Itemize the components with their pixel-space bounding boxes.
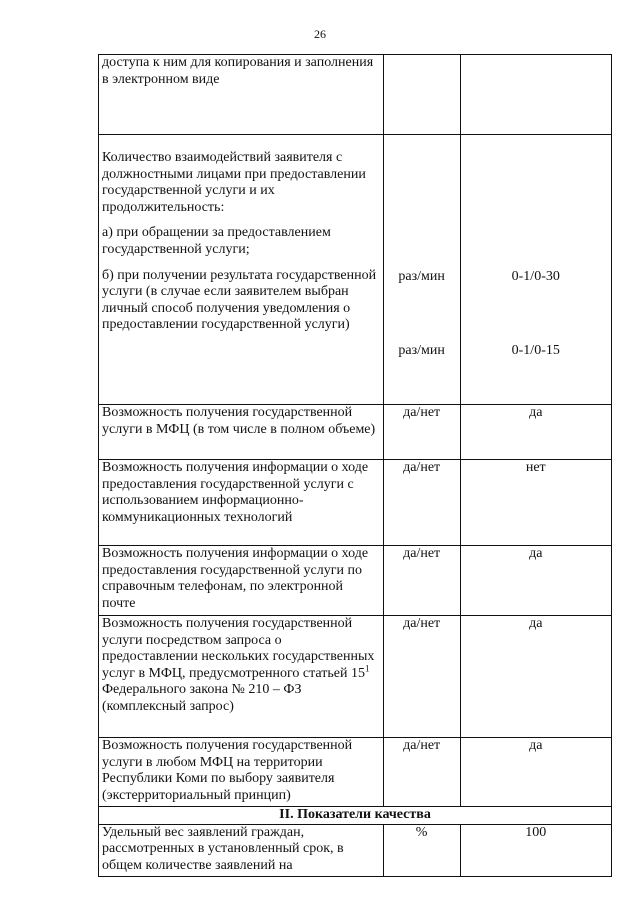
- footnote-mark: 1: [364, 663, 370, 674]
- value-a: 0-1/0-30: [511, 269, 560, 284]
- unit-cell: [383, 135, 460, 405]
- indicator-text: доступа к ним для копирования и заполнения в электронном виде: [102, 55, 374, 87]
- value-cell: [460, 135, 612, 405]
- indicator-text: Возможность получения государственной услуги посредством запроса о предоставлении нескольких государственных услуг в МФЦ, предусмотренного статьей 15: [102, 616, 375, 681]
- indicator-subitem-a: а) при обращении за предоставлением государственной услуги;: [102, 225, 331, 257]
- unit-cell: да/нет: [383, 546, 460, 616]
- value-cell: да: [460, 405, 612, 460]
- table-row: [99, 616, 612, 738]
- table-row: [99, 738, 612, 807]
- page-number: 26: [314, 27, 326, 41]
- indicator-cell: Удельный вес заявлений граждан, рассмотренных в установленный срок, в общем количестве заявлений на: [99, 824, 384, 876]
- section-title: II. Показатели качества: [99, 807, 612, 825]
- indicator-subitem-b: б) при получении результата государственной услуги (в случае если заявителем выбран личный способ получения уведомления о предоставлении государственной услуги): [102, 267, 377, 333]
- unit-cell: да/нет: [383, 405, 460, 460]
- unit-cell: %: [383, 824, 460, 876]
- indicator-cell: [99, 135, 384, 405]
- indicator-cell: Возможность получения государственной услуги в МФЦ (в том числе в полном объеме): [99, 405, 384, 460]
- value-cell: да: [460, 738, 612, 807]
- table-row: [99, 460, 612, 546]
- value-cell: нет: [460, 460, 612, 546]
- indicator-text-cont: Федерального закона № 210 – ФЗ (комплексный запрос): [102, 682, 302, 714]
- unit-b: раз/мин: [398, 342, 445, 358]
- table-row: [99, 135, 612, 405]
- unit-a: раз/мин: [398, 269, 445, 284]
- unit-cell: да/нет: [383, 616, 460, 738]
- indicator-cell: [99, 55, 384, 135]
- value-cell: да: [460, 616, 612, 738]
- value-cell: 100: [460, 824, 612, 876]
- table-row: [99, 824, 612, 876]
- section-header-row: [99, 807, 612, 825]
- table-row: [99, 55, 612, 135]
- unit-cell: да/нет: [383, 738, 460, 807]
- indicator-cell: [99, 616, 384, 738]
- value-cell: да: [460, 546, 612, 616]
- indicator-text: Количество взаимодействий заявителя с должностными лицами при предоставлении государственной услуги и их продолжительность:: [102, 150, 366, 215]
- indicator-cell: Возможность получения информации о ходе предоставления государственной услуги с использованием информационно-коммуникационных технологий: [99, 460, 384, 546]
- indicator-cell: Возможность получения государственной услуги в любом МФЦ на территории Республики Коми по выбору заявителя (экстерриториальный принцип): [99, 738, 384, 807]
- unit-cell: да/нет: [383, 460, 460, 546]
- table-row: [99, 546, 612, 616]
- indicators-table: [98, 54, 612, 877]
- table-row: [99, 405, 612, 460]
- value-b: 0-1/0-15: [511, 342, 560, 358]
- unit-cell: [383, 55, 460, 135]
- value-cell: [460, 55, 612, 135]
- indicator-cell: Возможность получения информации о ходе предоставления государственной услуги по справочным телефонам, по электронной почте: [99, 546, 384, 616]
